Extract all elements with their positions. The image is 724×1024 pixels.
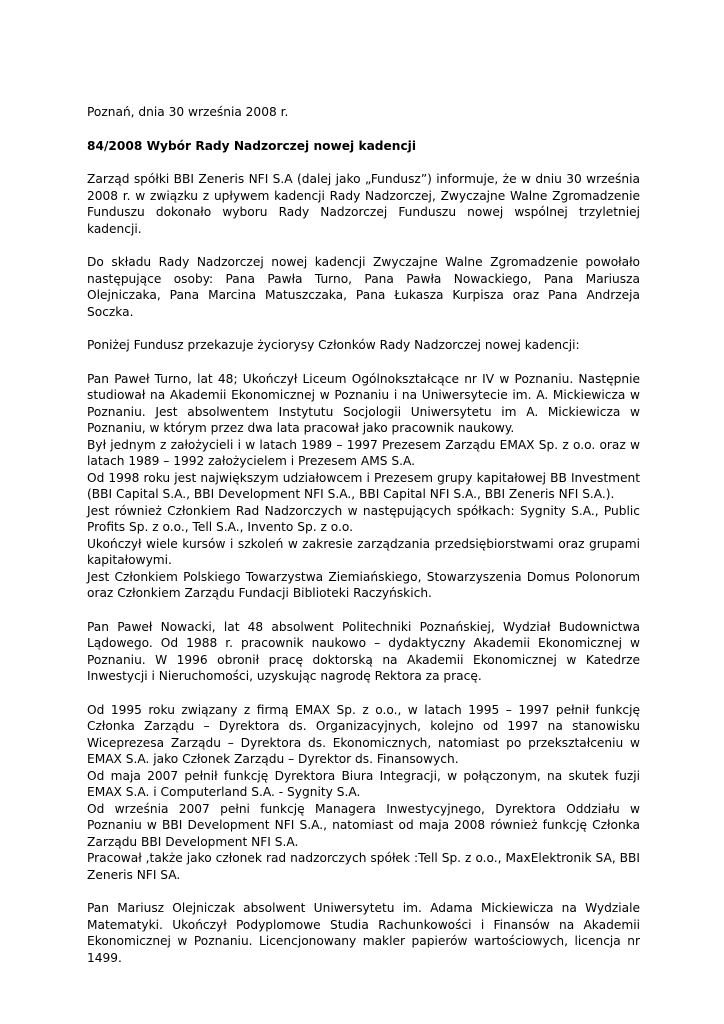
intro-paragraph: Zarząd spółki BBI Zeneris NFI S.A (dalej jako „Fundusz”) informuje, że w dniu 30 września 2008 r. w związku z upływem kadencji Rady Nadzorczej, Zwyczajne Walne Zgromadzenie Funduszu dokonało wyboru Rady Nadzorczej Funduszu nowej wspólnej trzyletniej kadencji. <box>87 172 640 236</box>
cv-nowacki <box>87 619 640 884</box>
cv-paragraph: Jest Członkiem Polskiego Towarzystwa Ziemiańskiego, Stowarzyszenia Domus Polonorum oraz Członkiem Zarządu Fundacji Biblioteki Raczyńskich. <box>87 569 640 600</box>
cv-paragraph: Ukończył wiele kursów i szkoleń w zakresie zarządzania przedsiębiorstwami oraz grupami kapitałowymi. <box>87 536 640 567</box>
cv-paragraph: Od września 2007 pełni funkcję Managera Inwestycyjnego, Dyrektora Oddziału w Poznaniu w BBI Development NFI S.A., natomiast od maja 2008 również funkcję Członka Zarządu BBI Development NFI S.A. <box>87 801 640 849</box>
cv-intro-paragraph: Poniżej Fundusz przekazuje życiorysy Członków Rady Nadzorczej nowej kadencji: <box>87 338 580 352</box>
cv-olejniczak <box>87 900 640 966</box>
cv-paragraph: Pan Mariusz Olejniczak absolwent Uniwersytetu im. Adama Mickiewicza na Wydziale Matematyki. Ukończył Podyplomowe Studia Rachunkowości i Finansów na Akademii Ekonomicznej w Poznaniu. Licencjonowany makler papierów wartościowych, licencja nr 1499. <box>87 901 640 965</box>
document-body <box>87 104 640 966</box>
cv-paragraph: Był jednym z założycieli i w latach 1989 – 1997 Prezesem Zarządu EMAX Sp. z o.o. oraz w latach 1989 – 1992 założycielem i Prezesem AMS S.A. <box>87 437 640 468</box>
cv-paragraph: Pan Paweł Nowacki, lat 48 absolwent Politechniki Poznańskiej, Wydział Budownictwa Lądowego. Od 1988 r. pracownik naukowo – dydaktyczny Akademii Ekonomicznej w Poznaniu. W 1996 obronił pracę doktorską na Akademii Ekonomicznej w Katedrze Inwestycji i Nieruchomości, uzyskując nagrodę Rektora za pracę. <box>87 619 640 683</box>
cv-paragraph: Pracował ,także jako członek rad nadzorczych spółek :Tell Sp. z o.o., MaxElektronik SA, BBI Zeneris NFI SA. <box>87 851 640 882</box>
cv-turno <box>87 371 640 602</box>
cv-paragraph: Od 1998 roku jest największym udziałowcem i Prezesem grupy kapitałowej BB Investment (BBI Capital S.A., BBI Development NFI S.A., BBI Capital NFI S.A., BBI Zeneris NFI S.A.). <box>87 470 640 501</box>
cv-paragraph: Pan Paweł Turno, lat 48; Ukończył Liceum Ogólnokształcące nr IV w Poznaniu. Następnie studiował na Akademii Ekonomicznej w Poznaniu i na Uniwersytecie im. A. Mickiewicza w Poznaniu. Jest absolwentem Instytutu Socjologii Uniwersytetu im A. Mickiewicza w Poznaniu, w którym przez dwa lata pracował jako pracownik naukowy. <box>87 371 640 435</box>
cv-paragraph: Jest również Członkiem Rad Nadzorczych w następujących spółkach: Sygnity S.A., Public Profits Sp. z o.o., Tell S.A., Invento Sp. z o.o. <box>87 503 640 534</box>
date-line: Poznań, dnia 30 września 2008 r. <box>87 105 289 119</box>
composition-paragraph: Do składu Rady Nadzorczej nowej kadencji Zwyczajne Walne Zgromadzenie powołało następujące osoby: Pana Pawła Turno, Pana Pawła Nowackiego, Pana Mariusza Olejniczaka, Pana Marcina Matuszczaka, Pana Łukasza Kurpisza oraz Pana Andrzeja Soczka. <box>87 255 640 319</box>
cv-paragraph: Od maja 2007 pełnił funkcję Dyrektora Biura Integracji, w połączonym, na skutek fuzji EMAX S.A. i Computerland S.A. - Sygnity S.A. <box>87 768 640 799</box>
cv-paragraph: Od 1995 roku związany z firmą EMAX Sp. z o.o., w latach 1995 – 1997 pełnił funkcję Członka Zarządu – Dyrektora ds. Organizacyjnych, kolejno od 1997 na stanowisku Wiceprezesa Zarządu – Dyrektora ds. Ekonomicznych, natomiast po przekształceniu w EMAX S.A. jako Członek Zarządu – Dyrektor ds. Finansowych. <box>87 702 640 766</box>
document-title: 84/2008 Wybór Rady Nadzorczej nowej kadencji <box>87 138 417 153</box>
